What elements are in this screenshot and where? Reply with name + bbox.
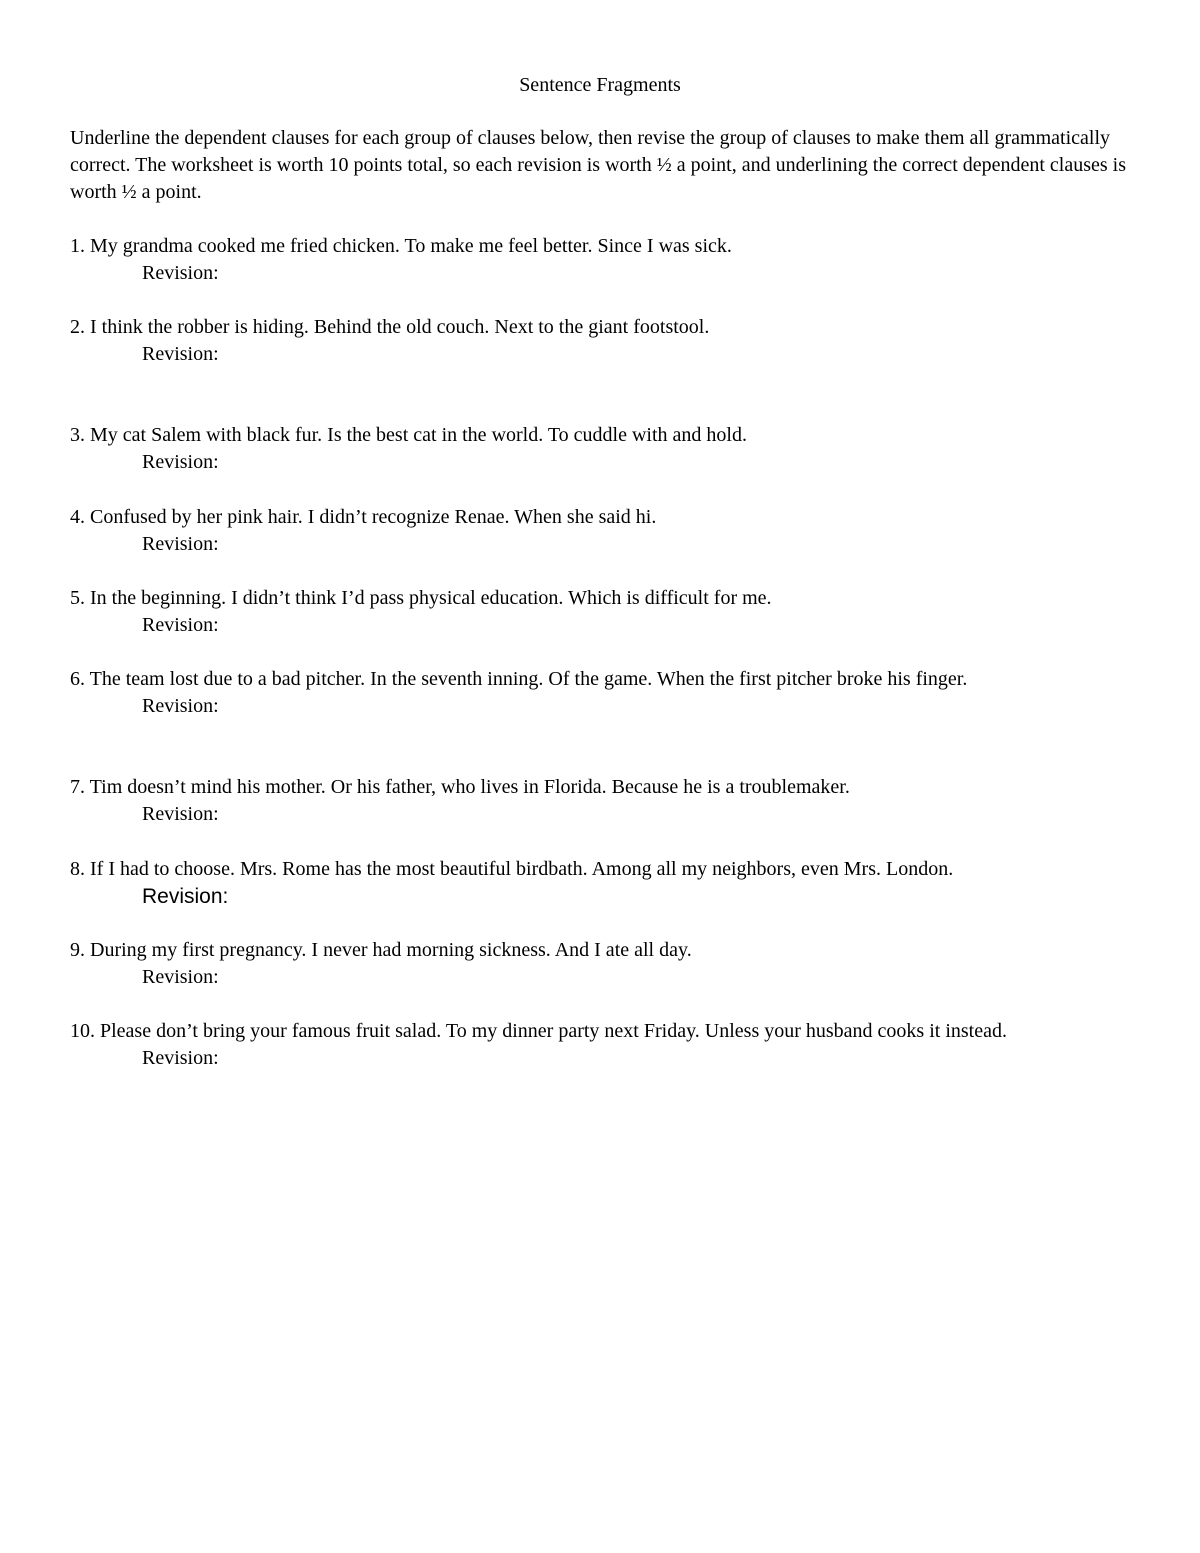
revision-label: Revision: (142, 803, 219, 825)
question-item-4 (70, 504, 1135, 558)
question-item-2 (70, 314, 1135, 368)
question-text: 5. In the beginning. I didn’t think I’d pass physical education. Which is difficult for me. (70, 587, 772, 609)
revision-label: Revision: (142, 533, 219, 555)
revision-label: Revision: (142, 451, 219, 473)
question-text: 7. Tim doesn’t mind his mother. Or his father, who lives in Florida. Because he is a troublemaker. (70, 776, 850, 798)
revision-label: Revision: (142, 614, 219, 636)
question-text: 3. My cat Salem with black fur. Is the best cat in the world. To cuddle with and hold. (70, 424, 747, 446)
question-item-6 (70, 666, 1135, 720)
revision-label: Revision: (142, 262, 219, 284)
revision-label: Revision: (142, 966, 219, 988)
question-item-1 (70, 233, 1135, 287)
question-text: 10. Please don’t bring your famous fruit salad. To my dinner party next Friday. Unless your husband cooks it instead. (70, 1020, 1007, 1042)
revision-label: Revision: (142, 885, 229, 908)
question-item-9 (70, 937, 1135, 991)
instructions: Underline the dependent clauses for each group of clauses below, then revise the group of clauses to make them all grammatically correct. The worksheet is worth 10 points total, so each revision is worth ½ a point, and underlining the correct dependent clauses is worth ½ a point. (70, 127, 1127, 203)
question-text: 4. Confused by her pink hair. I didn’t recognize Renae. When she said hi. (70, 506, 657, 528)
question-text: 8. If I had to choose. Mrs. Rome has the most beautiful birdbath. Among all my neighbors, even Mrs. London. (70, 858, 954, 880)
question-item-7 (70, 774, 1135, 828)
question-item-10 (70, 1018, 1135, 1072)
question-text: 6. The team lost due to a bad pitcher. In the seventh inning. Of the game. When the first pitcher broke his finger. (70, 668, 968, 690)
question-item-8 (70, 856, 1135, 910)
question-text: 9. During my first pregnancy. I never had morning sickness. And I ate all day. (70, 939, 692, 961)
question-item-5 (70, 585, 1135, 639)
question-item-3 (70, 422, 1135, 476)
revision-label: Revision: (142, 1047, 219, 1069)
question-text: 1. My grandma cooked me fried chicken. To make me feel better. Since I was sick. (70, 235, 732, 257)
page-title: Sentence Fragments (519, 74, 681, 96)
revision-label: Revision: (142, 343, 219, 365)
question-text: 2. I think the robber is hiding. Behind the old couch. Next to the giant footstool. (70, 316, 710, 338)
revision-label: Revision: (142, 695, 219, 717)
